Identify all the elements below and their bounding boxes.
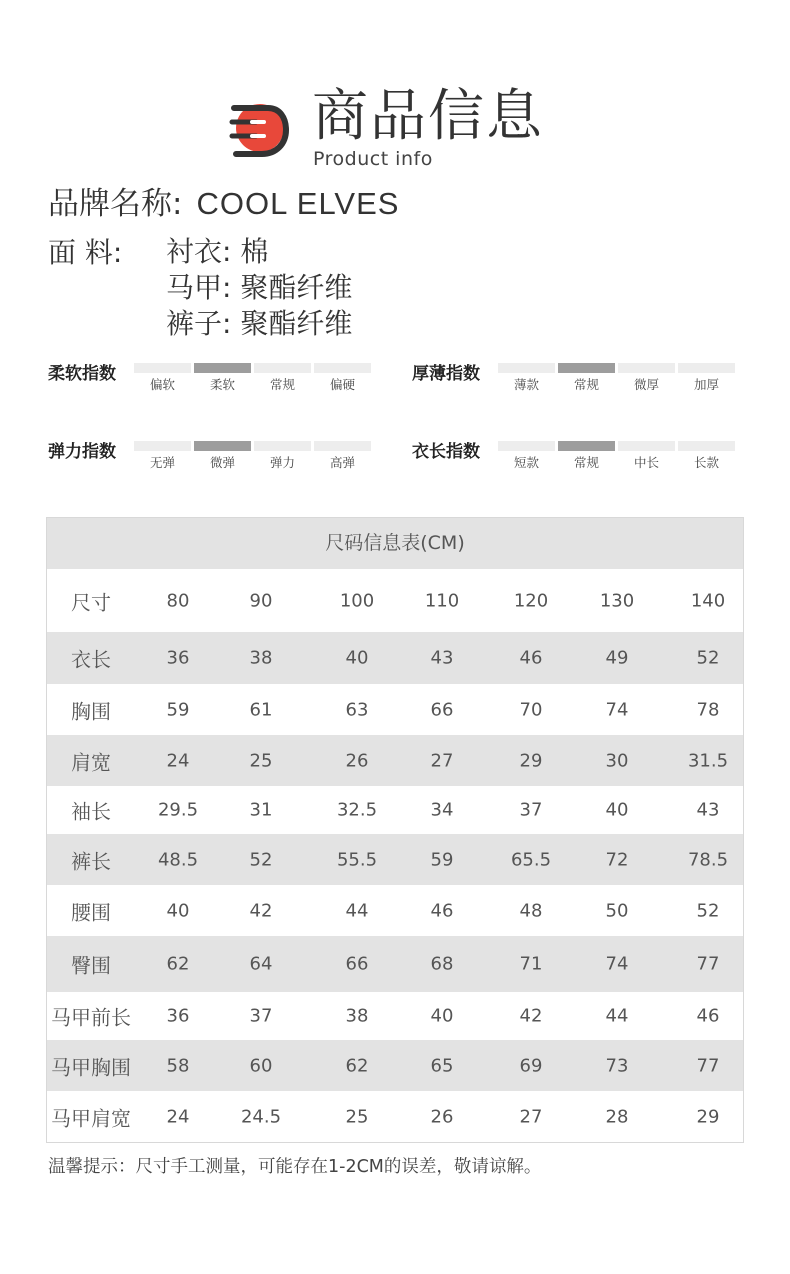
table-cell: 40 (345, 647, 369, 669)
material-item-vest: 马甲: 聚酯纤维 (166, 271, 353, 304)
table-cell: 36 (166, 647, 190, 669)
product-info-logo-icon (226, 98, 290, 162)
table-cell: 36 (166, 1005, 190, 1027)
index-option-label: 柔软 (209, 377, 235, 392)
table-cell: 44 (605, 1005, 629, 1027)
table-cell: 24 (166, 1106, 190, 1128)
index-option-bar (254, 363, 311, 373)
table-row-label: 衣长 (71, 647, 111, 672)
index-option-label: 高弹 (329, 455, 355, 470)
table-row (47, 1040, 743, 1091)
table-row (47, 885, 743, 936)
table-row (47, 632, 743, 684)
table-row-label: 裤长 (71, 849, 111, 873)
table-cell: 68 (430, 953, 454, 975)
table-cell: 110 (424, 590, 460, 611)
index-option-label: 偏软 (149, 377, 175, 392)
index-option-bar-selected (194, 441, 251, 451)
table-cell: 66 (430, 699, 454, 720)
table-cell: 40 (430, 1005, 454, 1027)
index-option (194, 441, 251, 471)
index-option-bar (134, 441, 191, 451)
index-option-label: 中长 (633, 455, 659, 470)
table-cell: 73 (605, 1055, 629, 1076)
index-option (254, 441, 311, 471)
index-option-bar (498, 363, 555, 373)
table-cell: 58 (166, 1055, 190, 1076)
table-cell: 62 (166, 953, 190, 975)
material-item-shirt: 衬衣: 棉 (166, 235, 269, 268)
table-cell: 48.5 (157, 849, 199, 870)
index-option-label: 微弹 (209, 455, 235, 470)
brand-line (48, 184, 399, 224)
table-cell: 42 (519, 1005, 543, 1027)
table-row-label: 胸围 (71, 699, 111, 723)
index-option-label: 偏硬 (329, 377, 355, 392)
table-cell: 48 (519, 900, 543, 921)
table-cell: 40 (605, 799, 629, 821)
material-item-pants: 裤子: 聚酯纤维 (166, 307, 353, 340)
table-cell: 59 (430, 849, 454, 870)
table-cell: 52 (249, 849, 273, 870)
index-option (194, 363, 251, 393)
table-cell: 140 (690, 590, 726, 611)
brand-label: 品牌名称: (48, 186, 183, 222)
index-option (498, 441, 555, 471)
index-option-label: 薄款 (513, 377, 539, 392)
table-row-label: 肩宽 (71, 750, 111, 774)
table-cell: 34 (430, 799, 454, 821)
table-row-label: 马甲前长 (51, 1005, 131, 1030)
index-group (412, 363, 772, 413)
table-cell: 74 (605, 953, 629, 975)
index-option-bar (678, 363, 735, 373)
table-cell: 59 (166, 699, 190, 720)
table-cell: 52 (696, 647, 720, 669)
index-option-bar (498, 441, 555, 451)
index-option-bar (134, 363, 191, 373)
table-cell: 61 (249, 699, 273, 720)
index-label: 厚薄指数 (412, 364, 480, 384)
material-list (166, 234, 352, 342)
table-cell: 46 (696, 1005, 720, 1027)
index-option-bar (314, 363, 371, 373)
index-option-label: 短款 (513, 455, 539, 470)
table-cell: 70 (519, 699, 543, 720)
table-cell: 72 (605, 849, 629, 870)
table-cell: 100 (339, 590, 375, 611)
table-cell: 49 (605, 647, 629, 669)
table-cell: 44 (345, 900, 369, 921)
table-cell: 69 (519, 1055, 543, 1076)
table-cell: 63 (345, 699, 369, 720)
index-option-bar (618, 441, 675, 451)
table-cell: 43 (696, 799, 720, 821)
size-table (46, 517, 744, 1143)
index-option-label: 常规 (269, 377, 295, 392)
table-cell: 27 (430, 750, 454, 771)
index-option-bar-selected (558, 363, 615, 373)
table-cell: 60 (249, 1055, 273, 1076)
table-cell: 74 (605, 699, 629, 720)
table-cell: 28 (605, 1106, 629, 1128)
material-label: 面 料: (48, 236, 123, 269)
table-row-label: 尺寸 (71, 590, 111, 614)
table-cell: 31.5 (687, 750, 729, 771)
table-cell: 37 (249, 1005, 273, 1027)
table-cell: 29 (696, 1106, 720, 1128)
index-label: 衣长指数 (412, 442, 480, 462)
table-cell: 24 (166, 750, 190, 771)
table-cell: 78.5 (687, 849, 729, 870)
index-option-label: 微厚 (633, 377, 659, 392)
table-cell: 29.5 (157, 799, 199, 821)
table-cell: 37 (519, 799, 543, 821)
page-title: 商品信息 (312, 84, 544, 149)
index-option-label: 加厚 (693, 377, 719, 392)
table-cell: 30 (605, 750, 629, 771)
index-option (498, 363, 555, 393)
table-cell: 40 (166, 900, 190, 921)
product-info-header (0, 70, 790, 180)
table-row (47, 834, 743, 885)
table-cell: 66 (345, 953, 369, 975)
index-option-bar (254, 441, 311, 451)
table-cell: 71 (519, 953, 543, 975)
table-cell: 80 (166, 590, 190, 611)
table-cell: 130 (599, 590, 635, 611)
table-cell: 77 (696, 953, 720, 975)
table-cell: 55.5 (336, 849, 378, 870)
page-subtitle: Product info (313, 148, 433, 170)
index-group (48, 441, 408, 491)
index-option (558, 363, 615, 393)
table-row (47, 1091, 743, 1143)
table-cell: 50 (605, 900, 629, 921)
table-cell: 38 (249, 647, 273, 669)
size-table-title: 尺码信息表(CM) (47, 518, 743, 569)
index-option (678, 363, 735, 393)
index-group (412, 441, 772, 491)
index-option (314, 441, 371, 471)
table-row-label: 袖长 (71, 799, 111, 824)
index-option-bar-selected (558, 441, 615, 451)
table-row (47, 992, 743, 1040)
index-label: 柔软指数 (48, 364, 116, 384)
table-cell: 32.5 (336, 799, 378, 821)
index-option-bar (618, 363, 675, 373)
table-cell: 42 (249, 900, 273, 921)
table-row-label: 马甲胸围 (51, 1055, 131, 1079)
index-option (678, 441, 735, 471)
measurement-notice: 温馨提示：尺寸手工测量，可能存在1-2CM的误差，敬请谅解。 (48, 1157, 542, 1177)
index-option-label: 常规 (573, 455, 599, 470)
table-cell: 120 (513, 590, 549, 611)
index-option-label: 长款 (693, 455, 719, 470)
table-cell: 38 (345, 1005, 369, 1027)
index-option (134, 441, 191, 471)
table-row-label: 臀围 (71, 953, 111, 978)
table-cell: 25 (345, 1106, 369, 1128)
index-group (48, 363, 408, 413)
table-cell: 31 (249, 799, 273, 821)
table-cell: 26 (345, 750, 369, 771)
table-cell: 46 (430, 900, 454, 921)
table-row (47, 936, 743, 992)
table-cell: 43 (430, 647, 454, 669)
table-cell: 64 (249, 953, 273, 975)
table-cell: 65.5 (510, 849, 552, 870)
index-option-label: 常规 (573, 377, 599, 392)
index-option-bar (314, 441, 371, 451)
table-cell: 78 (696, 699, 720, 720)
table-row (47, 735, 743, 786)
index-label: 弹力指数 (48, 442, 116, 462)
table-cell: 65 (430, 1055, 454, 1076)
table-cell: 26 (430, 1106, 454, 1128)
table-row-label: 马甲肩宽 (51, 1106, 131, 1131)
table-cell: 77 (696, 1055, 720, 1076)
index-option (618, 363, 675, 393)
index-option-bar (678, 441, 735, 451)
index-option (254, 363, 311, 393)
index-option-bar-selected (194, 363, 251, 373)
index-option (558, 441, 615, 471)
table-cell: 24.5 (240, 1106, 282, 1128)
index-option (134, 363, 191, 393)
brand-value: COOL ELVES (196, 186, 400, 221)
table-row-label: 腰围 (71, 900, 111, 924)
table-cell: 90 (249, 590, 273, 611)
table-row (47, 569, 743, 632)
table-cell: 27 (519, 1106, 543, 1128)
table-row (47, 786, 743, 834)
index-option-label: 弹力 (269, 455, 295, 470)
table-cell: 46 (519, 647, 543, 669)
index-option (314, 363, 371, 393)
table-cell: 29 (519, 750, 543, 771)
table-cell: 52 (696, 900, 720, 921)
index-option-label: 无弹 (149, 455, 175, 470)
table-cell: 62 (345, 1055, 369, 1076)
table-row (47, 684, 743, 735)
table-cell: 25 (249, 750, 273, 771)
index-option (618, 441, 675, 471)
